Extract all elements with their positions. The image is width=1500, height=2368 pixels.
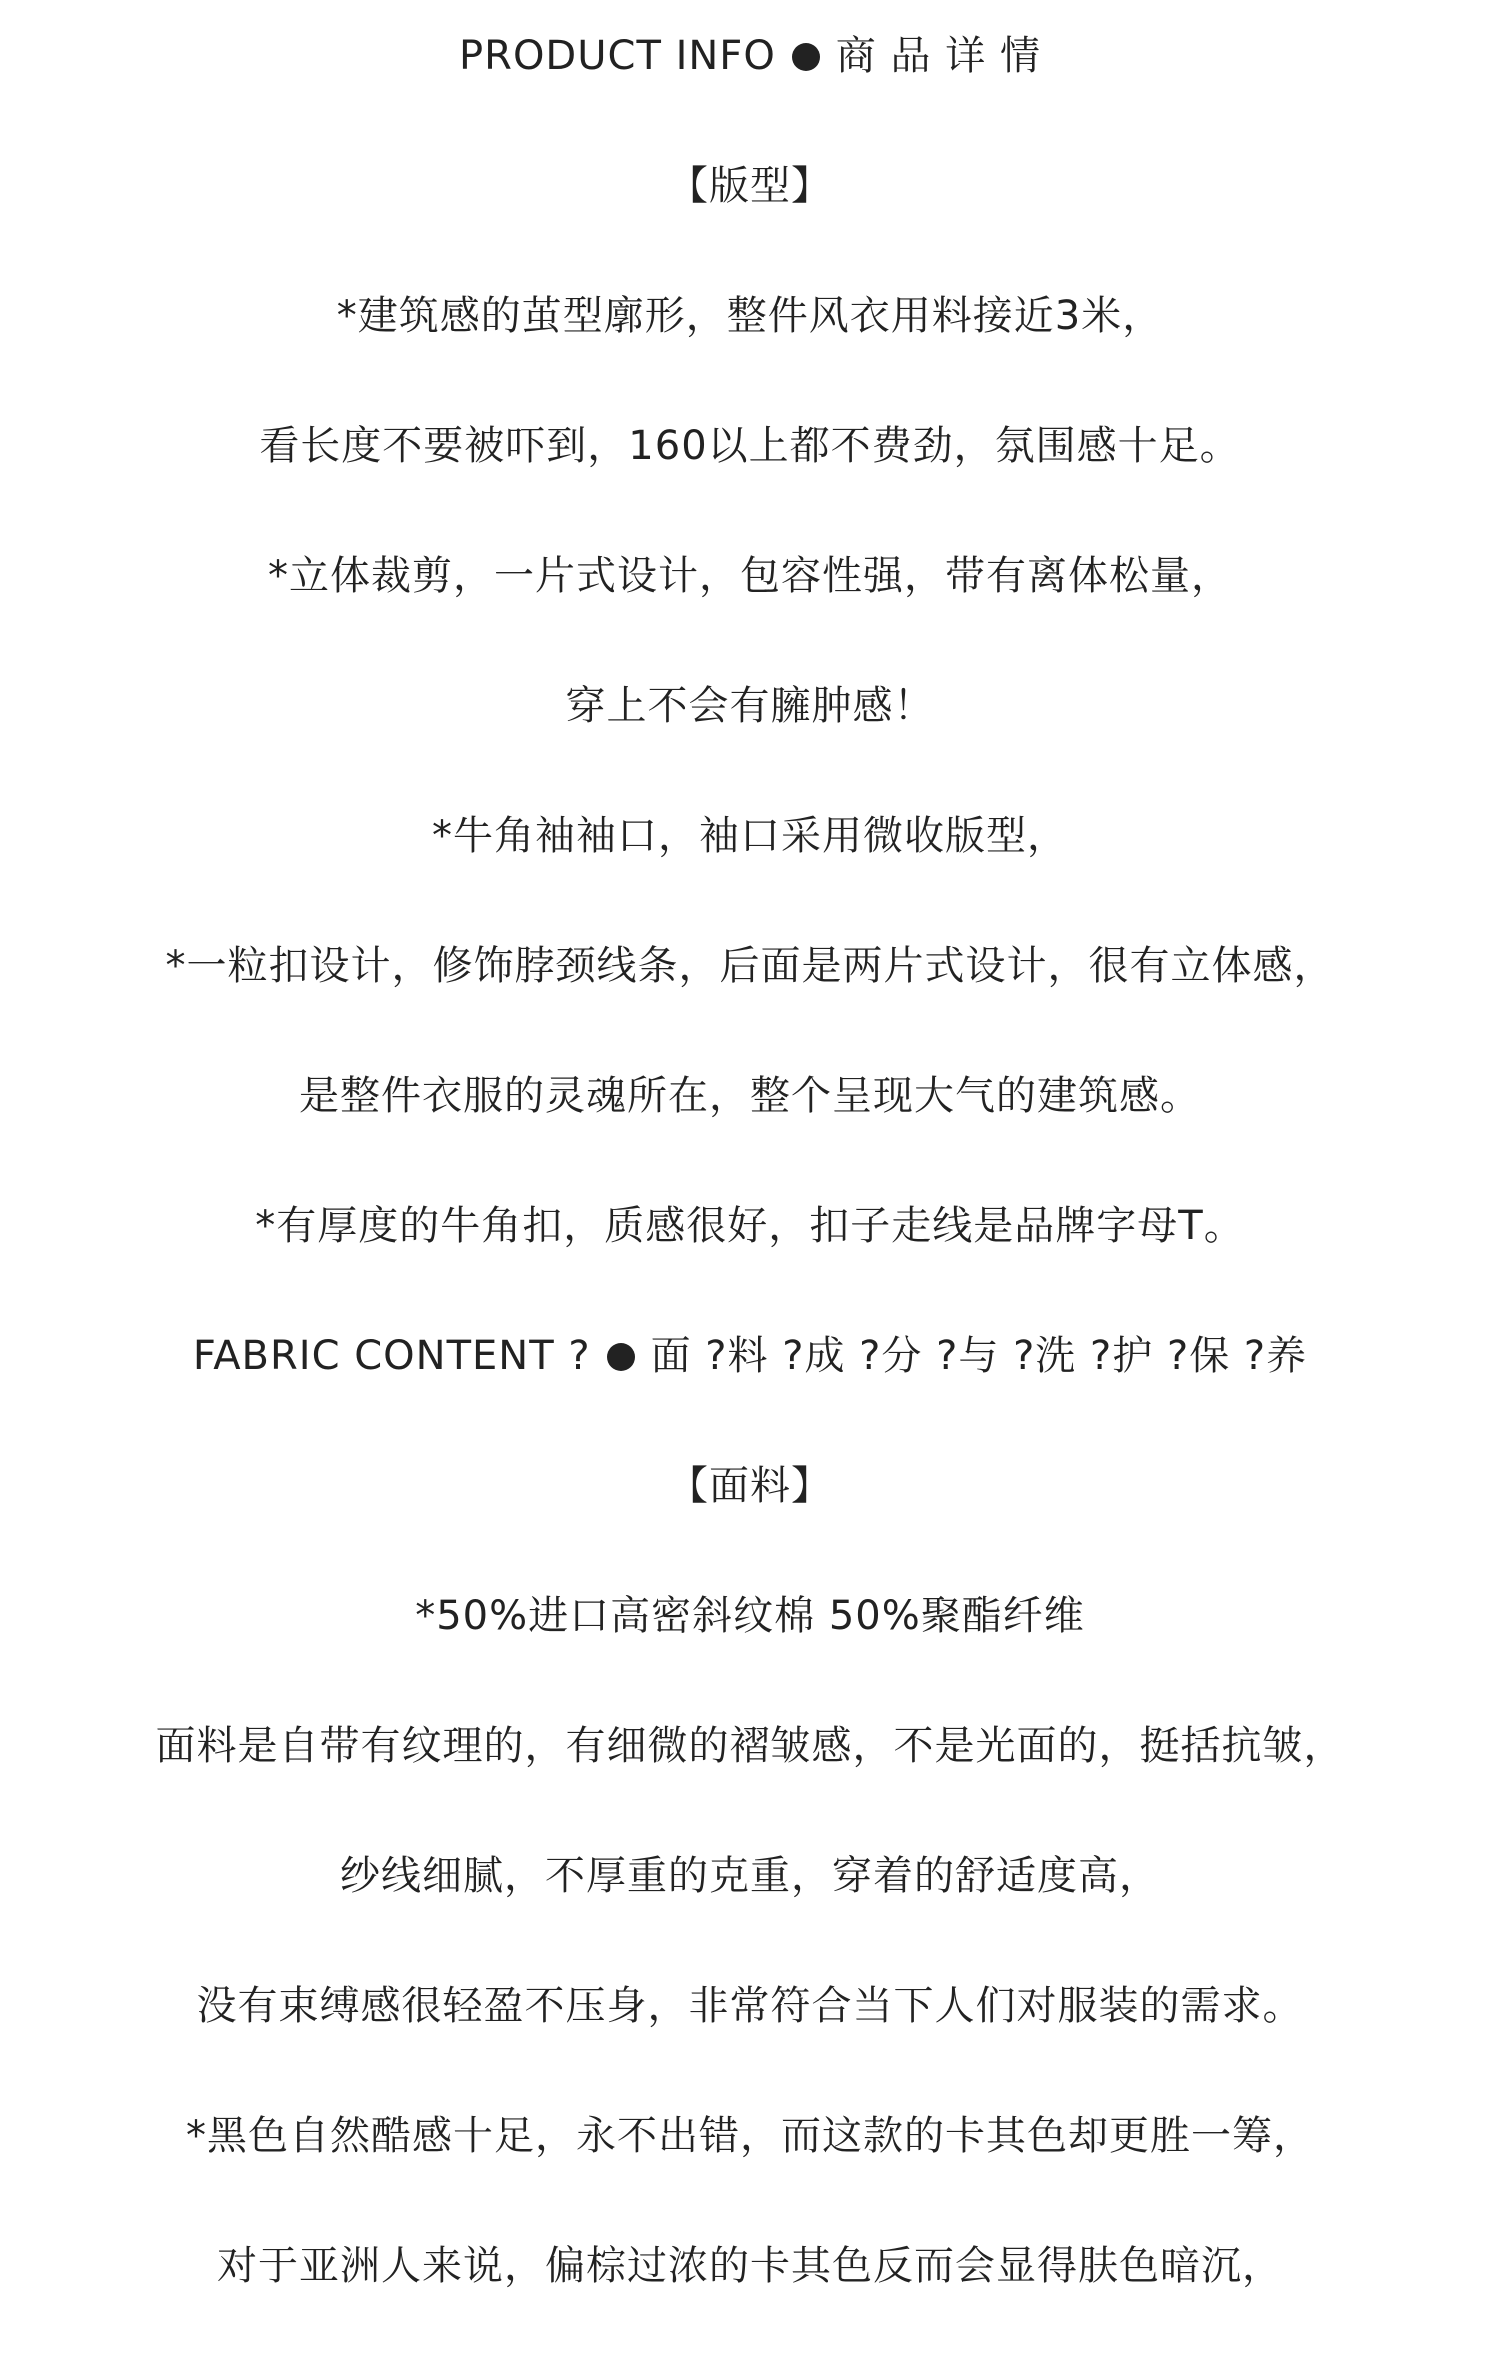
- fabric-content-label-cn: 面 ?料 ?成 ?分 ?与 ?洗 ?护 ?保 ?养: [650, 1333, 1308, 1379]
- fabric-content-heading: [0, 1328, 1500, 1458]
- fit-line: 穿上不会有臃肿感！: [565, 683, 935, 729]
- fabric-line: 对于亚洲人来说，偏棕过浓的卡其色反而会显得肤色暗沉，: [217, 2243, 1283, 2289]
- bullet-dot-icon: [792, 43, 820, 71]
- fabric-line: 没有束缚感很轻盈不压身，非常符合当下人们对服装的需求。: [196, 1983, 1304, 2029]
- fit-section-title: 【版型】: [668, 163, 832, 209]
- fabric-content-label-en: FABRIC CONTENT ?: [192, 1333, 591, 1379]
- fit-line: *有厚度的牛角扣，质感很好，扣子走线是品牌字母T。: [255, 1203, 1245, 1249]
- product-info-label-en: PRODUCT INFO: [459, 33, 776, 79]
- fabric-line: 纱线细腻，不厚重的克重，穿着的舒适度高，: [340, 1853, 1160, 1899]
- product-info-heading: [0, 28, 1500, 158]
- fit-line: *建筑感的茧型廓形，整件风衣用料接近3米，: [336, 293, 1164, 339]
- fabric-line: *50%进口高密斜纹棉 50%聚酯纤维: [415, 1593, 1085, 1639]
- fit-line: 是整件衣服的灵魂所在，整个呈现大气的建筑感。: [299, 1073, 1201, 1119]
- bullet-dot-icon: [607, 1343, 635, 1371]
- fit-line: *牛角袖袖口，袖口采用微收版型，: [432, 813, 1068, 859]
- fabric-line: 面料是自带有纹理的，有细微的褶皱感，不是光面的，挺括抗皱，: [155, 1723, 1345, 1769]
- fabric-line: *黑色自然酷感十足，永不出错，而这款的卡其色却更胜一筹，: [186, 2113, 1314, 2159]
- product-info-label-cn: 商 品 详 情: [835, 33, 1041, 79]
- fit-line: *一粒扣设计，修饰脖颈线条，后面是两片式设计，很有立体感，: [165, 943, 1335, 989]
- fit-line: 看长度不要被吓到，160以上都不费劲，氛围感十足。: [259, 423, 1241, 469]
- fit-line: *立体裁剪，一片式设计，包容性强，带有离体松量，: [268, 553, 1232, 599]
- fabric-section-title: 【面料】: [668, 1463, 832, 1509]
